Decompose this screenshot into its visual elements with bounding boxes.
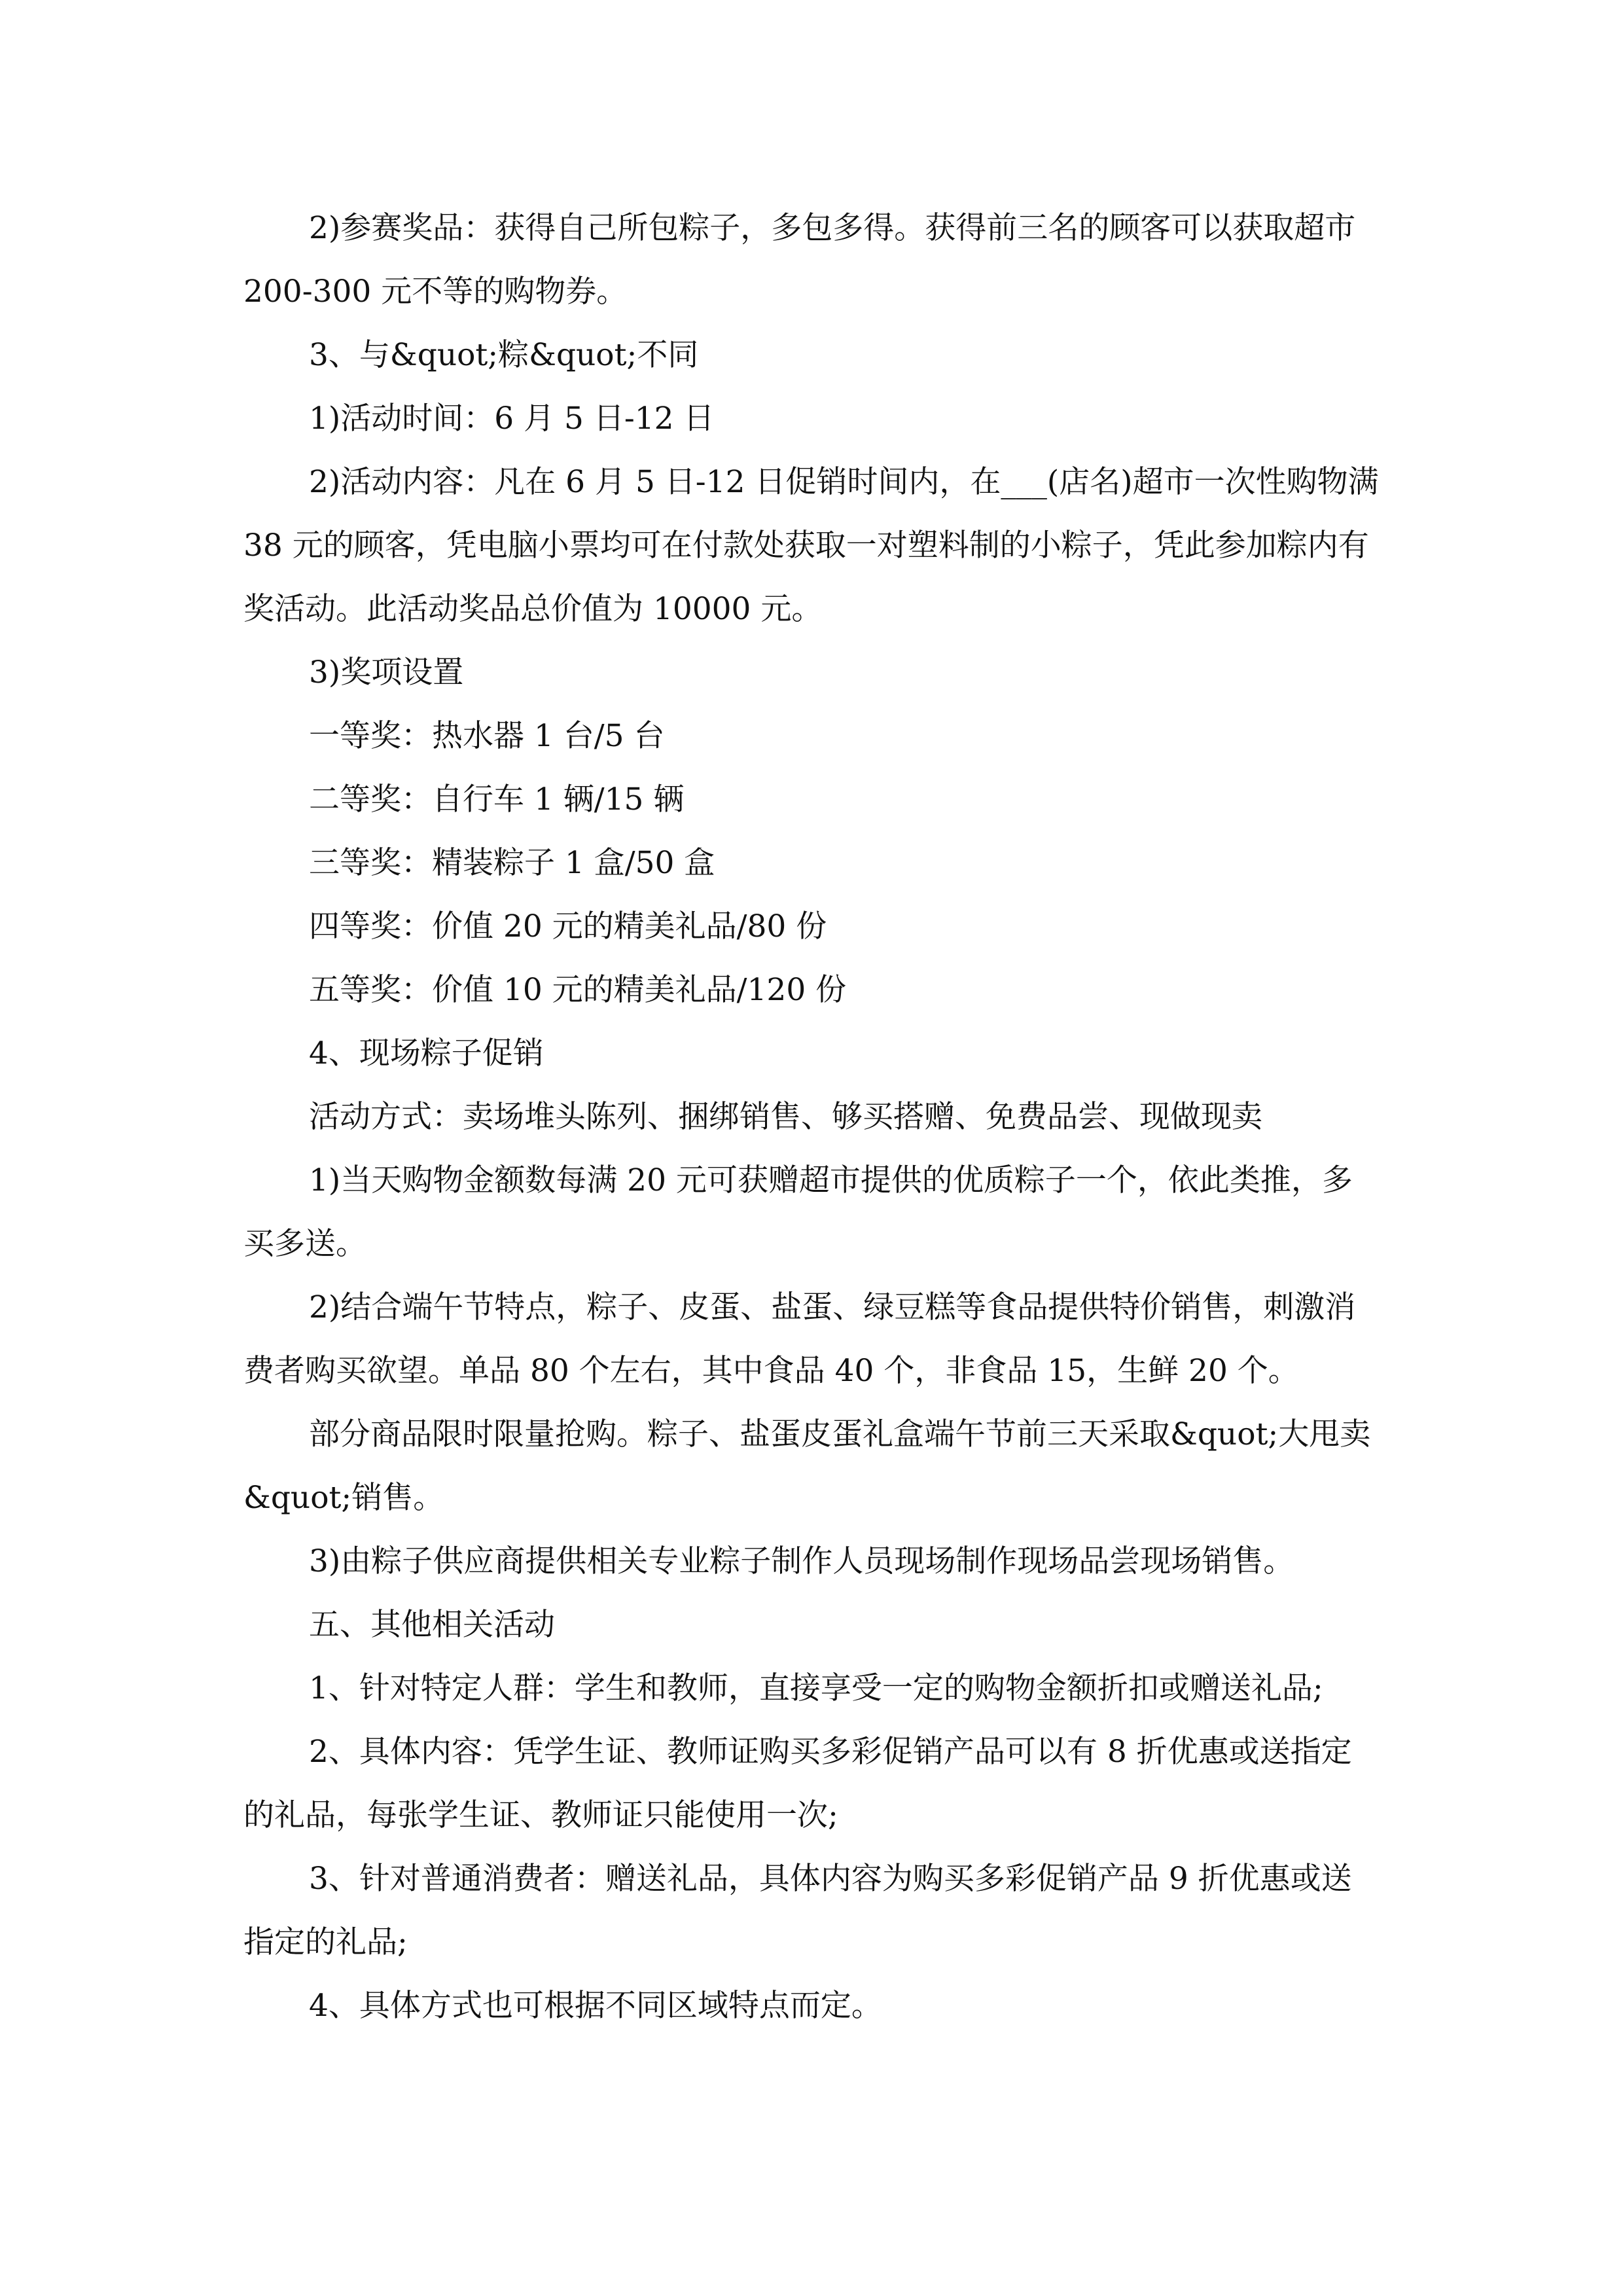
prize-first: 一等奖：热水器 1 台/5 台 [309, 718, 665, 754]
paragraph-dragon-boat-specials: 2)结合端午节特点，粽子、皮蛋、盐蛋、绿豆糕等食品提供特价销售，刺激消费者购买欲望。单品 80 个左右，其中食品 40 个，非食品 15，生鲜 20 个。 [243, 1289, 1356, 1389]
heading-section-5: 五、其他相关活动 [309, 1607, 555, 1643]
paragraph-general-consumers: 3、针对普通消费者：赠送礼品，具体内容为购买多彩促销产品 9 折优惠或送指定的礼品; [243, 1861, 1352, 1960]
heading-section-4: 4、现场粽子促销 [309, 1035, 544, 1071]
prize-third: 三等奖：精装粽子 1 盒/50 盒 [309, 845, 715, 881]
paragraph-prize-setup: 3)奖项设置 [309, 655, 464, 691]
paragraph-activity-time: 1)活动时间：6 月 5 日-12 日 [309, 401, 715, 437]
prize-fifth: 五等奖：价值 10 元的精美礼品/120 份 [309, 972, 847, 1008]
paragraph-prize-rules: 2)参赛奖品：获得自己所包粽子，多包多得。获得前三名的顾客可以获取超市 200-300 元不等的购物券。 [243, 210, 1356, 310]
prize-fourth: 四等奖：价值 20 元的精美礼品/80 份 [309, 908, 827, 944]
paragraph-onsite-making: 3)由粽子供应商提供相关专业粽子制作人员现场制作现场品尝现场销售。 [309, 1543, 1294, 1579]
paragraph-limited-sale: 部分商品限时限量抢购。粽子、盐蛋皮蛋礼盒端午节前三天采取&quot;大甩卖&quot;销售。 [243, 1416, 1371, 1516]
prize-second: 二等奖：自行车 1 辆/15 辆 [309, 781, 685, 817]
paragraph-gift-per-20: 1)当天购物金额数每满 20 元可获赠超市提供的优质粽子一个，依此类推，多买多送。 [243, 1162, 1353, 1262]
paragraph-target-group: 1、针对特定人群：学生和教师，直接享受一定的购物金额折扣或赠送礼品; [309, 1670, 1323, 1706]
document-body [243, 196, 1380, 2037]
paragraph-specific-content: 2、具体内容：凭学生证、教师证购买多彩促销产品可以有 8 折优惠或送指定的礼品，每张学生证、教师证只能使用一次; [243, 1734, 1352, 1833]
heading-section-3: 3、与&quot;粽&quot;不同 [309, 337, 699, 373]
paragraph-activity-content: 2)活动内容：凡在 6 月 5 日-12 日促销时间内，在___(店名)超市一次性购物满 38 元的顾客，凭电脑小票均可在付款处获取一对塑料制的小粽子，凭此参加粽内有奖活动。此活动奖品总价值为 10000 元。 [243, 464, 1379, 627]
paragraph-activity-method: 活动方式：卖场堆头陈列、捆绑销售、够买搭赠、免费品尝、现做现卖 [309, 1099, 1262, 1135]
paragraph-regional-method: 4、具体方式也可根据不同区域特点而定。 [309, 1988, 882, 2024]
